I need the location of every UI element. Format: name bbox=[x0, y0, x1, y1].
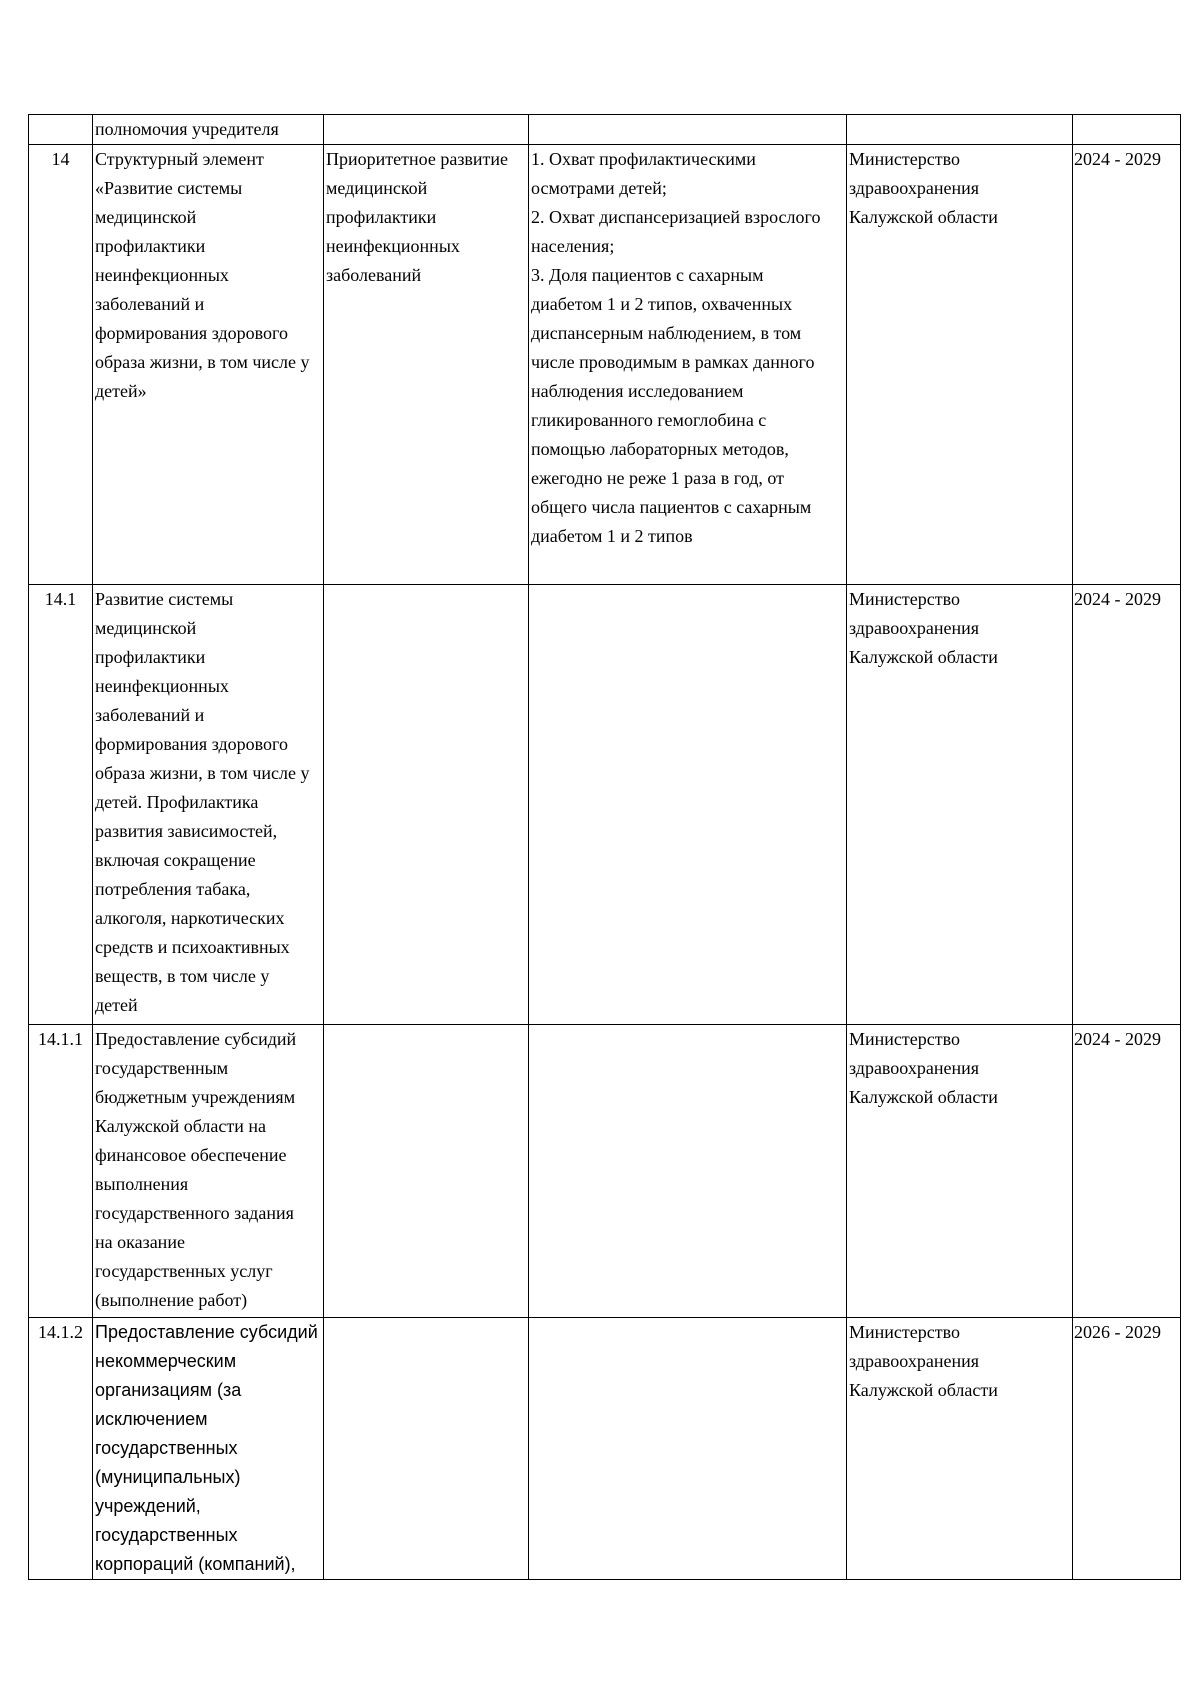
responsible-org-line: здравоохранения bbox=[849, 618, 980, 638]
table-body bbox=[29, 115, 1181, 1580]
element-name-line: на оказание bbox=[95, 1232, 185, 1252]
period-text: 2024 - 2029 bbox=[1074, 149, 1161, 169]
responsible-org-line: Калужской области bbox=[849, 647, 998, 667]
task-line: профилактики bbox=[326, 207, 437, 227]
element-name-line: корпораций (компаний), bbox=[95, 1554, 296, 1574]
element-name-line: медицинской bbox=[95, 207, 197, 227]
period-cell bbox=[1073, 145, 1181, 585]
responsible-org-cell bbox=[847, 1318, 1073, 1580]
table-row bbox=[29, 145, 1181, 585]
indicator-line: помощью лабораторных методов, bbox=[531, 439, 789, 459]
element-name-line: заболеваний и bbox=[95, 705, 205, 725]
element-name-line: профилактики bbox=[95, 647, 206, 667]
element-name-line: потребления табака, bbox=[95, 879, 251, 899]
indicator-line: осмотрами детей; bbox=[531, 178, 667, 198]
row-number: 14 bbox=[51, 149, 70, 169]
responsible-org-line: Министерство bbox=[849, 1029, 960, 1049]
row-number-cell bbox=[29, 585, 93, 1025]
indicator-cell bbox=[529, 1318, 847, 1580]
indicator-cell bbox=[529, 585, 847, 1025]
responsible-org-line: Министерство bbox=[849, 1322, 960, 1342]
row-number-cell bbox=[29, 115, 93, 145]
indicator-line: общего числа пациентов с сахарным bbox=[531, 497, 812, 517]
row-number: 14.1.2 bbox=[38, 1322, 83, 1342]
period-text: 2024 - 2029 bbox=[1074, 1029, 1161, 1049]
table-row bbox=[29, 115, 1181, 145]
table-row bbox=[29, 1025, 1181, 1318]
element-name-line: организациям (за bbox=[95, 1380, 242, 1400]
element-name-line: государственным bbox=[95, 1058, 229, 1078]
element-name-line: государственных bbox=[95, 1525, 238, 1545]
element-name-line: Калужской области на bbox=[95, 1116, 267, 1136]
responsible-org-line: здравоохранения bbox=[849, 1351, 980, 1371]
element-name-line: формирования здорового bbox=[95, 734, 288, 754]
indicator-cell bbox=[529, 1025, 847, 1318]
task-line: Приоритетное развитие bbox=[326, 149, 509, 169]
element-name-line: развития зависимостей, bbox=[95, 821, 278, 841]
row-number: 14.1 bbox=[44, 589, 77, 609]
element-name-line: неинфекционных bbox=[95, 676, 229, 696]
element-name-line: Предоставление субсидий bbox=[95, 1322, 318, 1342]
element-name-line: полномочия учредителя bbox=[95, 119, 279, 139]
row-number-cell bbox=[29, 1025, 93, 1318]
indicator-line: диспансерным наблюдением, в том bbox=[531, 323, 802, 343]
element-name-line: государственных услуг bbox=[95, 1261, 273, 1281]
element-name-line: некоммерческим bbox=[95, 1351, 237, 1371]
table-row bbox=[29, 1318, 1181, 1580]
responsible-org-cell bbox=[847, 585, 1073, 1025]
element-name-line: «Развитие системы bbox=[95, 178, 243, 198]
element-name-line: профилактики bbox=[95, 236, 206, 256]
element-name-line: детей bbox=[95, 995, 138, 1015]
element-name-line: медицинской bbox=[95, 618, 197, 638]
element-name-line: бюджетным учреждениям bbox=[95, 1087, 296, 1107]
element-name-line: государственных bbox=[95, 1438, 238, 1458]
element-name-line: средств и психоактивных bbox=[95, 937, 290, 957]
indicator-line: ежегодно не реже 1 раза в год, от bbox=[531, 468, 784, 488]
element-name-line: (муниципальных) bbox=[95, 1467, 241, 1487]
element-name-line: детей» bbox=[95, 381, 147, 401]
task-line: заболеваний bbox=[326, 265, 422, 285]
task-line: медицинской bbox=[326, 178, 428, 198]
indicator-line: 3. Доля пациентов с сахарным bbox=[531, 265, 764, 285]
element-name-line: Развитие системы bbox=[95, 589, 234, 609]
row-number: 14.1.1 bbox=[38, 1029, 83, 1049]
element-name-cell bbox=[93, 115, 324, 145]
task-cell bbox=[324, 1318, 529, 1580]
task-cell bbox=[324, 585, 529, 1025]
period-cell bbox=[1073, 1025, 1181, 1318]
responsible-org-line: Министерство bbox=[849, 589, 960, 609]
indicator-line: диабетом 1 и 2 типов bbox=[531, 526, 693, 546]
table-row bbox=[29, 585, 1181, 1025]
responsible-org-line: Калужской области bbox=[849, 1087, 998, 1107]
element-name-line: образа жизни, в том числе у bbox=[95, 763, 310, 783]
period-text: 2024 - 2029 bbox=[1074, 589, 1161, 609]
indicator-line: наблюдения исследованием bbox=[531, 381, 744, 401]
indicator-line: гликированного гемоглобина с bbox=[531, 410, 767, 430]
period-text: 2026 - 2029 bbox=[1074, 1322, 1161, 1342]
element-name-line: Структурный элемент bbox=[95, 149, 264, 169]
element-name-line: выполнения bbox=[95, 1174, 189, 1194]
row-number-cell bbox=[29, 1318, 93, 1580]
indicator-line: числе проводимым в рамках данного bbox=[531, 352, 815, 372]
responsible-org-line: Калужской области bbox=[849, 1380, 998, 1400]
element-name-line: неинфекционных bbox=[95, 265, 229, 285]
task-cell bbox=[324, 145, 529, 585]
task-line: неинфекционных bbox=[326, 236, 460, 256]
indicator-line: 1. Охват профилактическими bbox=[531, 149, 756, 169]
indicator-line: 2. Охват диспансеризацией взрослого bbox=[531, 207, 821, 227]
document-table bbox=[28, 114, 1181, 1580]
responsible-org-cell bbox=[847, 1025, 1073, 1318]
task-cell bbox=[324, 115, 529, 145]
element-name-line: детей. Профилактика bbox=[95, 792, 259, 812]
element-name-line: исключением bbox=[95, 1409, 208, 1429]
element-name-line: включая сокращение bbox=[95, 850, 256, 870]
responsible-org-cell bbox=[847, 145, 1073, 585]
row-number-cell bbox=[29, 145, 93, 585]
element-name-line: государственного задания bbox=[95, 1203, 294, 1223]
element-name-cell bbox=[93, 585, 324, 1025]
element-name-line: заболеваний и bbox=[95, 294, 205, 314]
indicator-line: населения; bbox=[531, 236, 615, 256]
indicator-cell bbox=[529, 115, 847, 145]
responsible-org-line: здравоохранения bbox=[849, 178, 980, 198]
responsible-org-cell bbox=[847, 115, 1073, 145]
period-cell bbox=[1073, 115, 1181, 145]
element-name-line: (выполнение работ) bbox=[95, 1290, 248, 1310]
task-cell bbox=[324, 1025, 529, 1318]
element-name-line: образа жизни, в том числе у bbox=[95, 352, 310, 372]
element-name-line: алкоголя, наркотических bbox=[95, 908, 285, 928]
responsible-org-line: Министерство bbox=[849, 149, 960, 169]
element-name-cell bbox=[93, 1318, 324, 1580]
element-name-line: веществ, в том числе у bbox=[95, 966, 270, 986]
period-cell bbox=[1073, 1318, 1181, 1580]
element-name-line: финансовое обеспечение bbox=[95, 1145, 287, 1165]
element-name-line: Предоставление субсидий bbox=[95, 1029, 297, 1049]
element-name-line: формирования здорового bbox=[95, 323, 288, 343]
element-name-cell bbox=[93, 1025, 324, 1318]
indicator-cell bbox=[529, 145, 847, 585]
element-name-line: учреждений, bbox=[95, 1496, 201, 1516]
responsible-org-line: Калужской области bbox=[849, 207, 998, 227]
element-name-cell bbox=[93, 145, 324, 585]
indicator-line: диабетом 1 и 2 типов, охваченных bbox=[531, 294, 793, 314]
period-cell bbox=[1073, 585, 1181, 1025]
responsible-org-line: здравоохранения bbox=[849, 1058, 980, 1078]
